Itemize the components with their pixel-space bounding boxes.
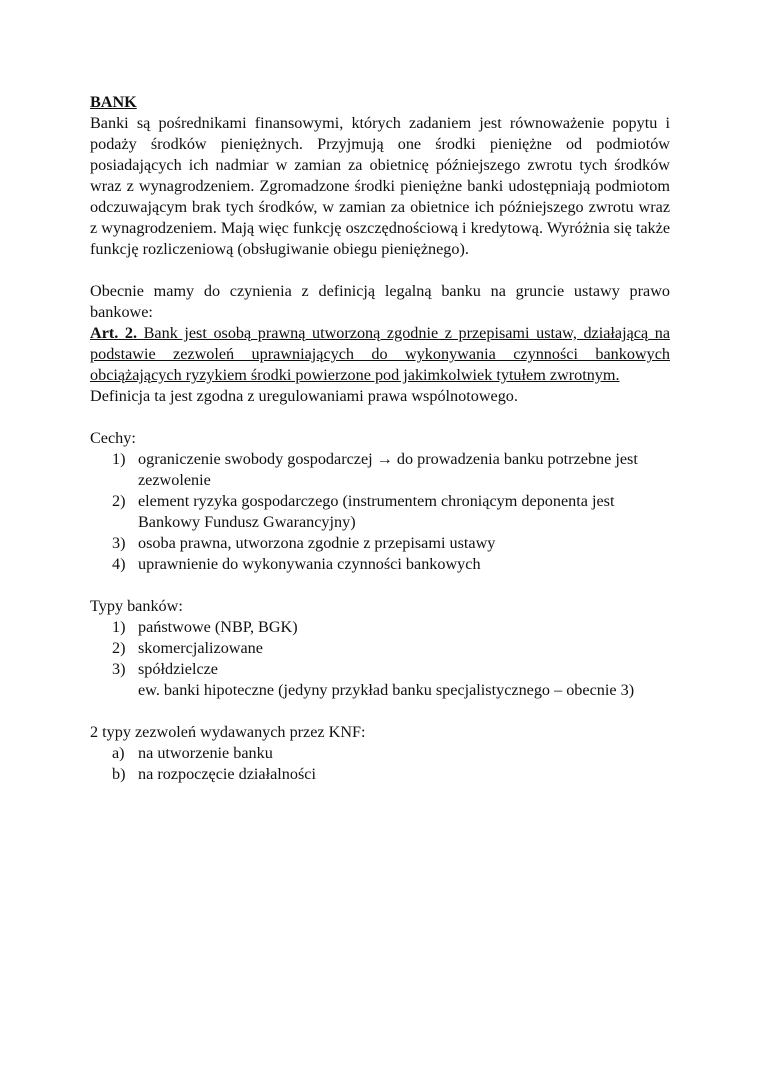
bank-types-note: ew. banki hipoteczne (jedyny przykład banku specjalistycznego – obecnie 3)	[138, 681, 635, 699]
features-list	[90, 449, 670, 575]
article-text: Bank jest osobą prawną utworzoną zgodnie z przepisami ustaw, działającą na podstawie zezwoleń uprawniających do wykonywania czynności bankowych obciążających ryzykiem środki powierzone pod jakimkolwiek tytułem zwrotnym.	[90, 324, 671, 384]
list-marker: 3)	[112, 660, 126, 678]
legal-intro-paragraph: Obecnie mamy do czynienia z definicją legalną banku na gruncie ustawy prawo bankowe:	[90, 282, 670, 321]
compliance-paragraph: Definicja ta jest zgodna z uregulowaniami prawa wspólnotowego.	[90, 387, 518, 405]
list-item	[90, 764, 670, 785]
list-item-text: ograniczenie swobody gospodarczej → do prowadzenia banku potrzebne jest zezwolenie	[138, 450, 638, 489]
list-item-text: osoba prawna, utworzona zgodnie z przepisami ustawy	[138, 534, 496, 552]
document-title: BANK	[90, 93, 137, 111]
spacer	[90, 701, 670, 722]
list-item-text: skomercjalizowane	[138, 639, 263, 657]
list-item-text: spółdzielcze	[138, 660, 218, 678]
list-marker: 3)	[112, 534, 126, 552]
list-marker: 1)	[112, 618, 126, 636]
list-marker: 2)	[112, 639, 126, 657]
list-item-text: uprawnienie do wykonywania czynności bankowych	[138, 555, 481, 573]
permits-heading: 2 typy zezwoleń wydawanych przez KNF:	[90, 723, 366, 741]
list-item-text: element ryzyka gospodarczego (instrumentem chroniącym deponenta jest Bankowy Fundusz Gwarancyjny)	[138, 492, 615, 531]
list-marker: b)	[112, 765, 126, 783]
list-item	[90, 491, 670, 533]
list-item	[90, 554, 670, 575]
bank-types-heading: Typy banków:	[90, 597, 183, 615]
list-item	[90, 659, 670, 680]
spacer	[90, 407, 670, 428]
bank-types-list	[90, 617, 670, 680]
list-item	[90, 617, 670, 638]
list-item-text: na utworzenie banku	[138, 744, 273, 762]
features-heading: Cechy:	[90, 429, 136, 447]
list-marker: 4)	[112, 555, 126, 573]
list-item-text: na rozpoczęcie działalności	[138, 765, 316, 783]
spacer	[90, 260, 670, 281]
document-page	[90, 92, 670, 785]
article-2-definition	[90, 323, 670, 386]
list-marker: a)	[112, 744, 125, 762]
list-item	[90, 533, 670, 554]
list-item	[90, 449, 670, 491]
list-item-text: państwowe (NBP, BGK)	[138, 618, 298, 636]
intro-paragraph: Banki są pośrednikami finansowymi, których zadaniem jest równoważenie popytu i podaży środków pieniężnych. Przyjmują one środki pieniężne od podmiotów posiadających ich nadmiar w zamian za obietnicę późniejszego zwrotu tych środków wraz z wynagrodzeniem. Zgromadzone środki pieniężne banki udostępniają podmiotom odczuwającym brak tych środków, w zamian za obietnice ich późniejszego zwrotu wraz z wynagrodzeniem. Mają więc funkcję oszczędnościową i kredytową. Wyróżnia się także funkcję rozliczeniową (obsługiwanie obiegu pieniężnego).	[90, 114, 670, 258]
permits-list	[90, 743, 670, 785]
list-marker: 2)	[112, 492, 126, 510]
spacer	[90, 575, 670, 596]
article-label: Art. 2.	[90, 324, 138, 342]
list-marker: 1)	[112, 450, 126, 468]
list-item	[90, 638, 670, 659]
list-item	[90, 743, 670, 764]
